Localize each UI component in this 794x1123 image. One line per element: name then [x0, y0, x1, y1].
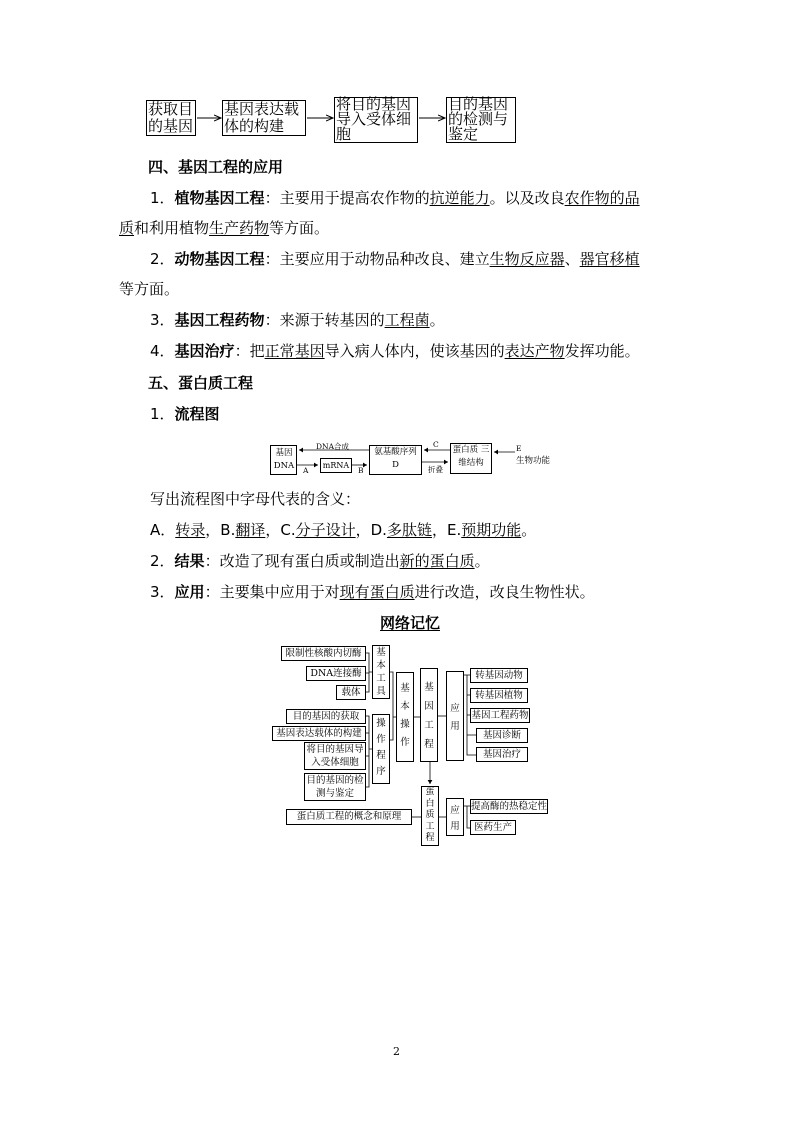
item-text: 。: [429, 311, 445, 329]
answer-underlined: 工程菌: [384, 311, 430, 329]
answer-label: ，C.: [265, 521, 296, 539]
item-label: 基因治疗: [174, 342, 235, 360]
section5-item3: [150, 582, 595, 602]
answer-label: ，E.: [431, 521, 462, 539]
step-obtain-gene-text: 目的基因的获取: [292, 711, 360, 722]
item-number: 1．: [150, 189, 175, 207]
answer-underlined: 翻译: [235, 521, 266, 539]
item-label: 结果: [174, 552, 205, 570]
item-text: 、: [564, 250, 580, 268]
answer-label: A．: [150, 521, 176, 539]
answer-underlined: 抗逆能力: [429, 189, 490, 207]
item-text: 和利用植物: [134, 219, 210, 237]
protein-concept-text: 蛋白质工程的概念和原理: [296, 811, 402, 822]
answer-underlined: 器官移植: [579, 250, 640, 268]
answer-end: 。: [521, 521, 537, 539]
section4-item2-line1: [150, 249, 640, 269]
app2-heat-stability-text: 提高酶的热稳定性: [470, 801, 547, 812]
app-gene-therapy-text: 基因治疗: [482, 749, 521, 760]
tool-vector-text: 载体: [341, 687, 361, 698]
answer-underlined: 分子设计: [295, 521, 356, 539]
aa-seq-text: 氨基酸序列: [374, 447, 417, 457]
a-label: A: [303, 466, 309, 475]
item-number: 2．: [150, 250, 175, 268]
answer-underlined: 多肽链: [386, 521, 432, 539]
section5-answers: [150, 520, 536, 540]
page-number: 2: [393, 1045, 400, 1058]
c-label: C: [433, 440, 439, 449]
step-detect-gene-text: 目的基因的检测与鉴定: [306, 775, 364, 799]
item-text: ：主要应用于动物品种改良、建立: [264, 250, 490, 268]
item-text: 发挥功能。: [564, 342, 640, 360]
item-text: ：主要用于提高农作物的: [264, 189, 430, 207]
item-text: ：主要集中应用于对: [204, 583, 340, 601]
apply-text: 应用: [450, 703, 460, 732]
app-transgenic-plant-text: 转基因植物: [475, 690, 523, 701]
flow-step-1-text: 获取目的基因: [148, 100, 194, 135]
flow-step-3-text: 将目的基因导入受体细胞: [336, 95, 412, 143]
network-title: 网络记忆: [380, 614, 441, 632]
mrna-text: mRNA: [322, 461, 350, 470]
dna-synth-label: DNA合成: [316, 442, 349, 451]
answer-underlined: 现有蛋白质: [339, 583, 415, 601]
basic-ops-text: 基本操作: [400, 683, 410, 748]
app-gene-diagnosis-text: 基因诊断: [482, 730, 521, 741]
item-text: ：把: [234, 342, 265, 360]
item-text: ：改造了现有蛋白质或制造出: [204, 552, 400, 570]
answer-underlined: 质: [119, 219, 135, 237]
tool-restriction-enzyme-text: 限制性核酸内切酶: [285, 648, 362, 659]
flow-step-4-text: 目的基因的检测与鉴定: [448, 95, 509, 143]
item-text: 等方面。: [269, 219, 330, 237]
tool-ligase-text: DNA连接酶: [310, 668, 362, 679]
section5-prompt: 写出流程图中字母代表的含义：: [150, 490, 361, 508]
fold-label: 折叠: [428, 465, 443, 474]
e-label: E: [516, 444, 522, 453]
item-number: 3．: [150, 311, 175, 329]
answer-underlined: 转录: [175, 521, 206, 539]
answer-underlined: 生产药物: [209, 219, 270, 237]
item-text: 。以及改良: [489, 189, 565, 207]
apply2-text: 应用: [450, 805, 460, 832]
procedure-text: 操作程序: [376, 718, 386, 777]
item-label: 应用: [174, 583, 205, 601]
answer-underlined: 新的: [399, 552, 430, 570]
section4-item3: [150, 310, 445, 330]
item-number: 4．: [150, 342, 175, 360]
step-build-vector-text: 基因表达载体的构建: [276, 728, 362, 739]
gene-eng-text: 基因工程: [424, 682, 434, 750]
item-label: 植物基因工程: [174, 189, 265, 207]
section4-title: 四、基因工程的应用: [148, 158, 284, 176]
item-text: 进行改造，改良生物性状。: [414, 583, 595, 601]
protein-text: 蛋白质 三维结构: [452, 445, 490, 468]
section5-title: 五、蛋白质工程: [148, 374, 254, 392]
gene-dna-text: 基因 DNA: [273, 448, 295, 471]
app-transgenic-animal-text: 转基因动物: [475, 670, 523, 681]
answer-underlined: 预期功能: [461, 521, 522, 539]
protein-eng-text: 蛋白质工程: [425, 787, 435, 843]
answer-label: ，B.: [205, 521, 236, 539]
function-text: 生物功能: [516, 456, 551, 466]
answer-underlined: 蛋白质: [429, 552, 475, 570]
item-number: 2．: [150, 552, 175, 570]
section5-sub1: [150, 404, 220, 424]
step-introduce-gene-text: 将目的基因导入受体细胞: [306, 744, 364, 768]
d-text: D: [392, 460, 399, 470]
item-label: 流程图: [174, 405, 220, 423]
answer-underlined: 正常基因: [264, 342, 325, 360]
item-number: 3．: [150, 583, 175, 601]
item-text: 导入病人体内，使该基因的: [324, 342, 505, 360]
item-text: 。: [474, 552, 490, 570]
item-text: ：来源于转基因的: [264, 311, 385, 329]
answer-underlined: 表达产物: [504, 342, 565, 360]
app2-medicine-text: 医药生产: [473, 822, 512, 833]
item-label: 动物基因工程: [174, 250, 265, 268]
answer-underlined: 生物反应器: [489, 250, 565, 268]
section4-item2-line2: 等方面。: [119, 280, 180, 298]
flow-step-2-text: 基因表达载体的构建: [224, 100, 300, 135]
section4-item4: [150, 341, 640, 361]
section4-item1-line2: [119, 218, 329, 238]
basic-tools-text: 基本工具: [376, 647, 386, 697]
item-number: 1．: [150, 405, 175, 423]
app-gene-drug-text: 基因工程药物: [471, 710, 529, 721]
item-label: 基因工程药物: [174, 311, 265, 329]
section5-item2: [150, 551, 490, 571]
answer-label: ，D.: [355, 521, 387, 539]
section4-item1-line1: [150, 188, 640, 208]
answer-underlined: 农作物的品: [564, 189, 640, 207]
b-label: B: [358, 466, 364, 475]
